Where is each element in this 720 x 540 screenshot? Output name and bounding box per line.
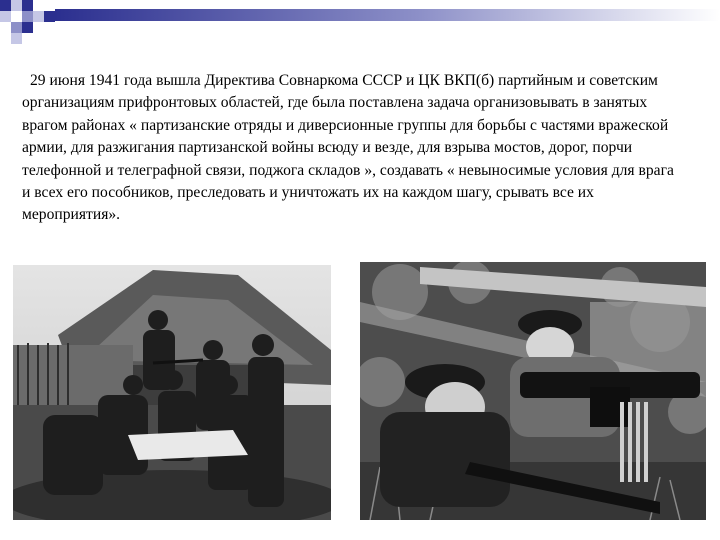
- directive-paragraph: 29 июня 1941 года вышла Директива Совнаркома СССР и ЦК ВКП(б) партийным и советским организациям прифронтовых областей, где была поставлена задача организовывать в занятых врагом районах « партизанские отряды и диверсионные группы для борьбы с частями вражеской армии, для разжигания партизанской войны всюду и везде, для взрыва мостов, дорог, порчи телефонной и телеграфной связи, поджога складов », создавать « невыносимые условия для врага и всех его пособников, преследовать и уничтожать их на каждом шагу, срывать все их мероприятия».: [22, 72, 674, 224]
- photo-partisans-with-map: [13, 265, 331, 520]
- header-decoration: [0, 0, 720, 44]
- photo-partisans-machine-gun: [360, 262, 706, 520]
